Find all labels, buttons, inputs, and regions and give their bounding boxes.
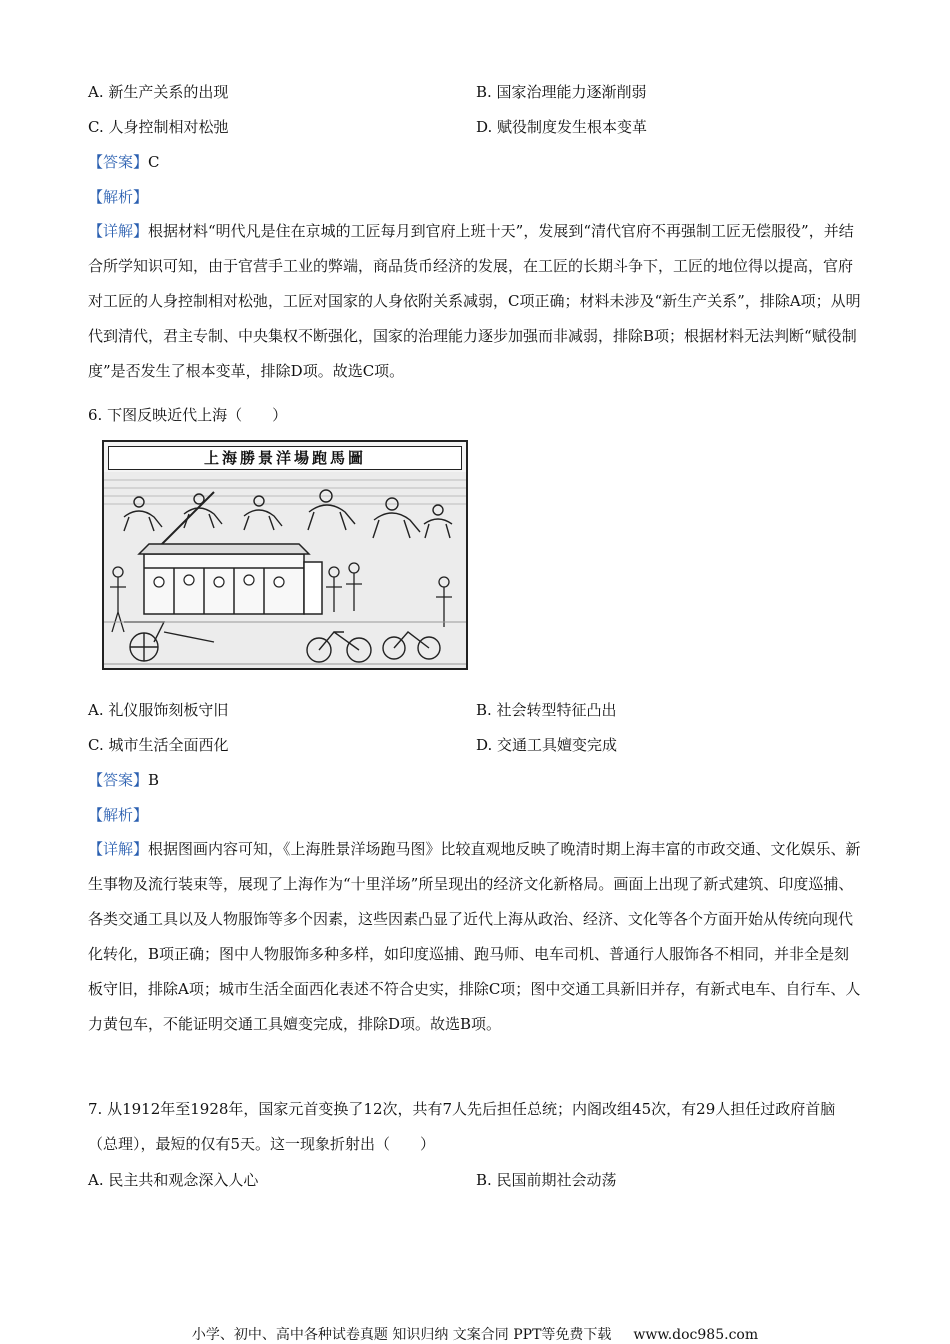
answer-value: B — [148, 771, 160, 789]
q6-answer — [88, 770, 159, 790]
figure-banner-title: 上海勝景洋場跑馬圖 — [108, 446, 462, 470]
detail-tag: 【详解】 — [88, 222, 149, 240]
footer-url[interactable]: www.doc985.com — [633, 1327, 759, 1343]
q6-detail — [88, 832, 863, 1042]
q5-answer — [88, 152, 160, 172]
q5-option-b: B. 国家治理能力逐渐削弱 — [476, 83, 647, 101]
detail-tag: 【详解】 — [88, 840, 149, 858]
q6-stem: 6. 下图反映近代上海（ ） — [88, 406, 288, 424]
analysis-tag: 【解析】 — [88, 806, 149, 824]
q7-stem: 7. 从1912年至1928年，国家元首变换了12次，共有7人先后担任总统；内阁改组45次，有29人担任过政府首脑（总理），最短的仅有5天。这一现象折射出（ ） — [88, 1100, 836, 1153]
q6-analysis-tag — [88, 805, 148, 825]
q6-option-b: B. 社会转型特征凸出 — [476, 701, 617, 719]
q7-option-b: B. 民国前期社会动荡 — [476, 1171, 617, 1189]
racecourse-illustration — [102, 440, 468, 670]
q5-option-a: A. 新生产关系的出现 — [88, 83, 229, 101]
q6-option-a: A. 礼仪服饰刻板守旧 — [88, 701, 229, 719]
footer-text: 小学、初中、高中各种试卷真题 知识归纳 文案合同 PPT等免费下载 — [191, 1327, 612, 1343]
detail-text: 根据材料“明代凡是住在京城的工匠每月到官府上班十天”，发展到“清代官府不再强制工匠无偿服役”，并结合所学知识可知，由于官营手工业的弊端，商品货币经济的发展，在工匠的长期斗争下，工匠的地位得以提高，官府对工匠的人身控制相对松弛，工匠对国家的人身依附关系减弱，C项正确；材料未涉及“新生产关系”，排除A项；从明代到清代，君主专制、中央集权不断强化，国家的治理能力逐步加强而非减弱，排除B项；根据材料无法判断“赋役制度”是否发生了根本变革，排除D项。故选C项。 — [88, 222, 861, 380]
q5-analysis-tag — [88, 187, 148, 207]
answer-tag: 【答案】 — [88, 153, 149, 171]
q5-detail — [88, 214, 863, 389]
q5-option-d: D. 赋役制度发生根本变革 — [476, 118, 648, 136]
answer-value: C — [148, 153, 160, 171]
q6-option-d: D. 交通工具嬗变完成 — [476, 736, 618, 754]
analysis-tag: 【解析】 — [88, 188, 149, 206]
illustration-drawing — [104, 472, 466, 668]
q6-option-c: C. 城市生活全面西化 — [88, 736, 229, 754]
q7-option-a: A. 民主共和观念深入人心 — [88, 1171, 259, 1189]
answer-tag: 【答案】 — [88, 771, 149, 789]
detail-text: 根据图画内容可知，《上海胜景洋场跑马图》比较直观地反映了晚清时期上海丰富的市政交通、文化娱乐、新生事物及流行装束等，展现了上海作为“十里洋场”所呈现出的经济文化新格局。画面上出现了新式建筑、印度巡捕、各类交通工具以及人物服饰等多个因素，这些因素凸显了近代上海从政治、经济、文化等各个方面开始从传统向现代化转化，B项正确；图中人物服饰多种多样，如印度巡捕、跑马师、电车司机、普通行人服饰各不相同，并非全是刻板守旧，排除A项；城市生活全面西化表述不符合史实，排除C项；图中交通工具新旧并存，有新式电车、自行车、人力黄包车，不能证明交通工具嬗变完成，排除D项。故选B项。 — [88, 840, 861, 1033]
page-footer — [0, 1324, 950, 1344]
q5-option-c: C. 人身控制相对松弛 — [88, 118, 229, 136]
